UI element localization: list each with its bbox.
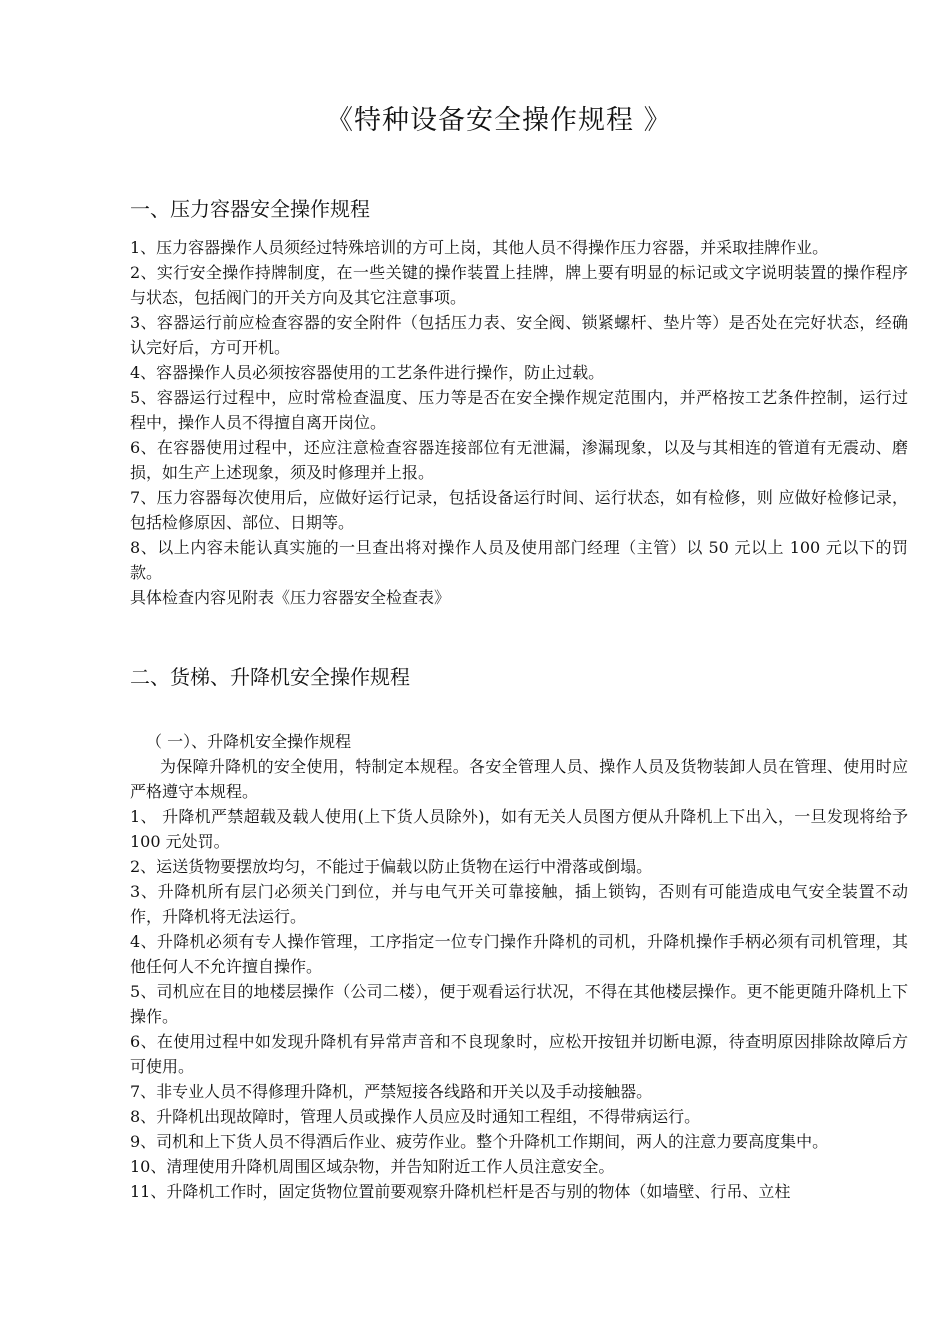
list-item: 2、实行安全操作持牌制度，在一些关键的操作装置上挂牌，牌上要有明显的标记或文字说明装置的操作程序与状态，包括阀门的开关方向及其它注意事项。 (130, 263, 908, 307)
section-body-pressure-vessel (130, 235, 908, 610)
list-item: 9、司机和上下货人员不得酒后作业、疲劳作业。整个升降机工作期间，两人的注意力要高度集中。 (130, 1132, 829, 1151)
list-item: 3、容器运行前应检查容器的安全附件（包括压力表、安全阀、锁紧螺杆、垫片等）是否处在完好状态，经确认完好后，方可开机。 (130, 313, 908, 357)
section-body-elevator (130, 729, 908, 1204)
list-item: 1、压力容器操作人员须经过特殊培训的方可上岗，其他人员不得操作压力容器，并采取挂牌作业。 (130, 238, 829, 257)
list-item: 6、在使用过程中如发现升降机有异常声音和不良现象时，应松开按钮并切断电源，待查明原因排除故障后方可使用。 (130, 1032, 908, 1076)
list-item: 7、压力容器每次使用后，应做好运行记录，包括设备运行时间、运行状态，如有检修，则 应做好检修记录，包括检修原因、部位、日期等。 (130, 488, 908, 532)
list-item: 2、运送货物要摆放均匀，不能过于偏载以防止货物在运行中滑落或倒塌。 (130, 857, 653, 876)
list-item: 5、司机应在目的地楼层操作（公司二楼），便于观看运行状况，不得在其他楼层操作。更不能更随升降机上下操作。 (130, 982, 908, 1026)
list-item: 10、清理使用升降机周围区域杂物，并告知附近工作人员注意安全。 (130, 1157, 615, 1176)
intro-paragraph: 为保障升降机的安全使用，特制定本规程。各安全管理人员、操作人员及货物装卸人员在管理、使用时应严格遵守本规程。 (130, 757, 908, 801)
list-item: 3、升降机所有层门必须关门到位，并与电气开关可靠接触，插上锁钩，否则有可能造成电气安全装置不动作，升降机将无法运行。 (130, 882, 908, 926)
reference-note: 具体检查内容见附表《压力容器安全检查表》 (130, 588, 451, 607)
list-item: 8、升降机出现故障时，管理人员或操作人员应及时通知工程组，不得带病运行。 (130, 1107, 701, 1126)
list-item: 7、非专业人员不得修理升降机，严禁短接各线路和开关以及手动接触器。 (130, 1082, 653, 1101)
list-item: 8、以上内容未能认真实施的一旦查出将对操作人员及使用部门经理（主管）以 50 元以上 100 元以下的罚款。 (130, 538, 908, 582)
document-title: 《特种设备安全操作规程 》 (326, 105, 672, 136)
list-item: 5、容器运行过程中，应时常检查温度、压力等是否在安全操作规定范围内，并严格按工艺条件控制，运行过程中，操作人员不得擅自离开岗位。 (130, 388, 908, 432)
section-heading-pressure-vessel: 一、压力容器安全操作规程 (130, 197, 370, 221)
section-heading-elevator: 二、货梯、升降机安全操作规程 (130, 665, 410, 689)
list-item: 4、容器操作人员必须按容器使用的工艺条件进行操作，防止过载。 (130, 363, 605, 382)
list-item: 6、在容器使用过程中，还应注意检查容器连接部位有无泄漏，渗漏现象，以及与其相连的管道有无震动、磨损，如生产上述现象，须及时修理并上报。 (130, 438, 908, 482)
list-item: 4、升降机必须有专人操作管理，工序指定一位专门操作升降机的司机，升降机操作手柄必须有司机管理，其他任何人不允许擅自操作。 (130, 932, 908, 976)
list-item: 1、 升降机严禁超载及载人使用(上下货人员除外)，如有无关人员图方便从升降机上下出入，一旦发现将给予 100 元处罚。 (130, 807, 908, 851)
sub-heading-lift: （ 一）、升降机安全操作规程 (146, 732, 352, 751)
list-item: 11、升降机工作时，固定货物位置前要观察升降机栏杆是否与别的物体（如墙壁、行吊、立柱 (130, 1182, 791, 1201)
